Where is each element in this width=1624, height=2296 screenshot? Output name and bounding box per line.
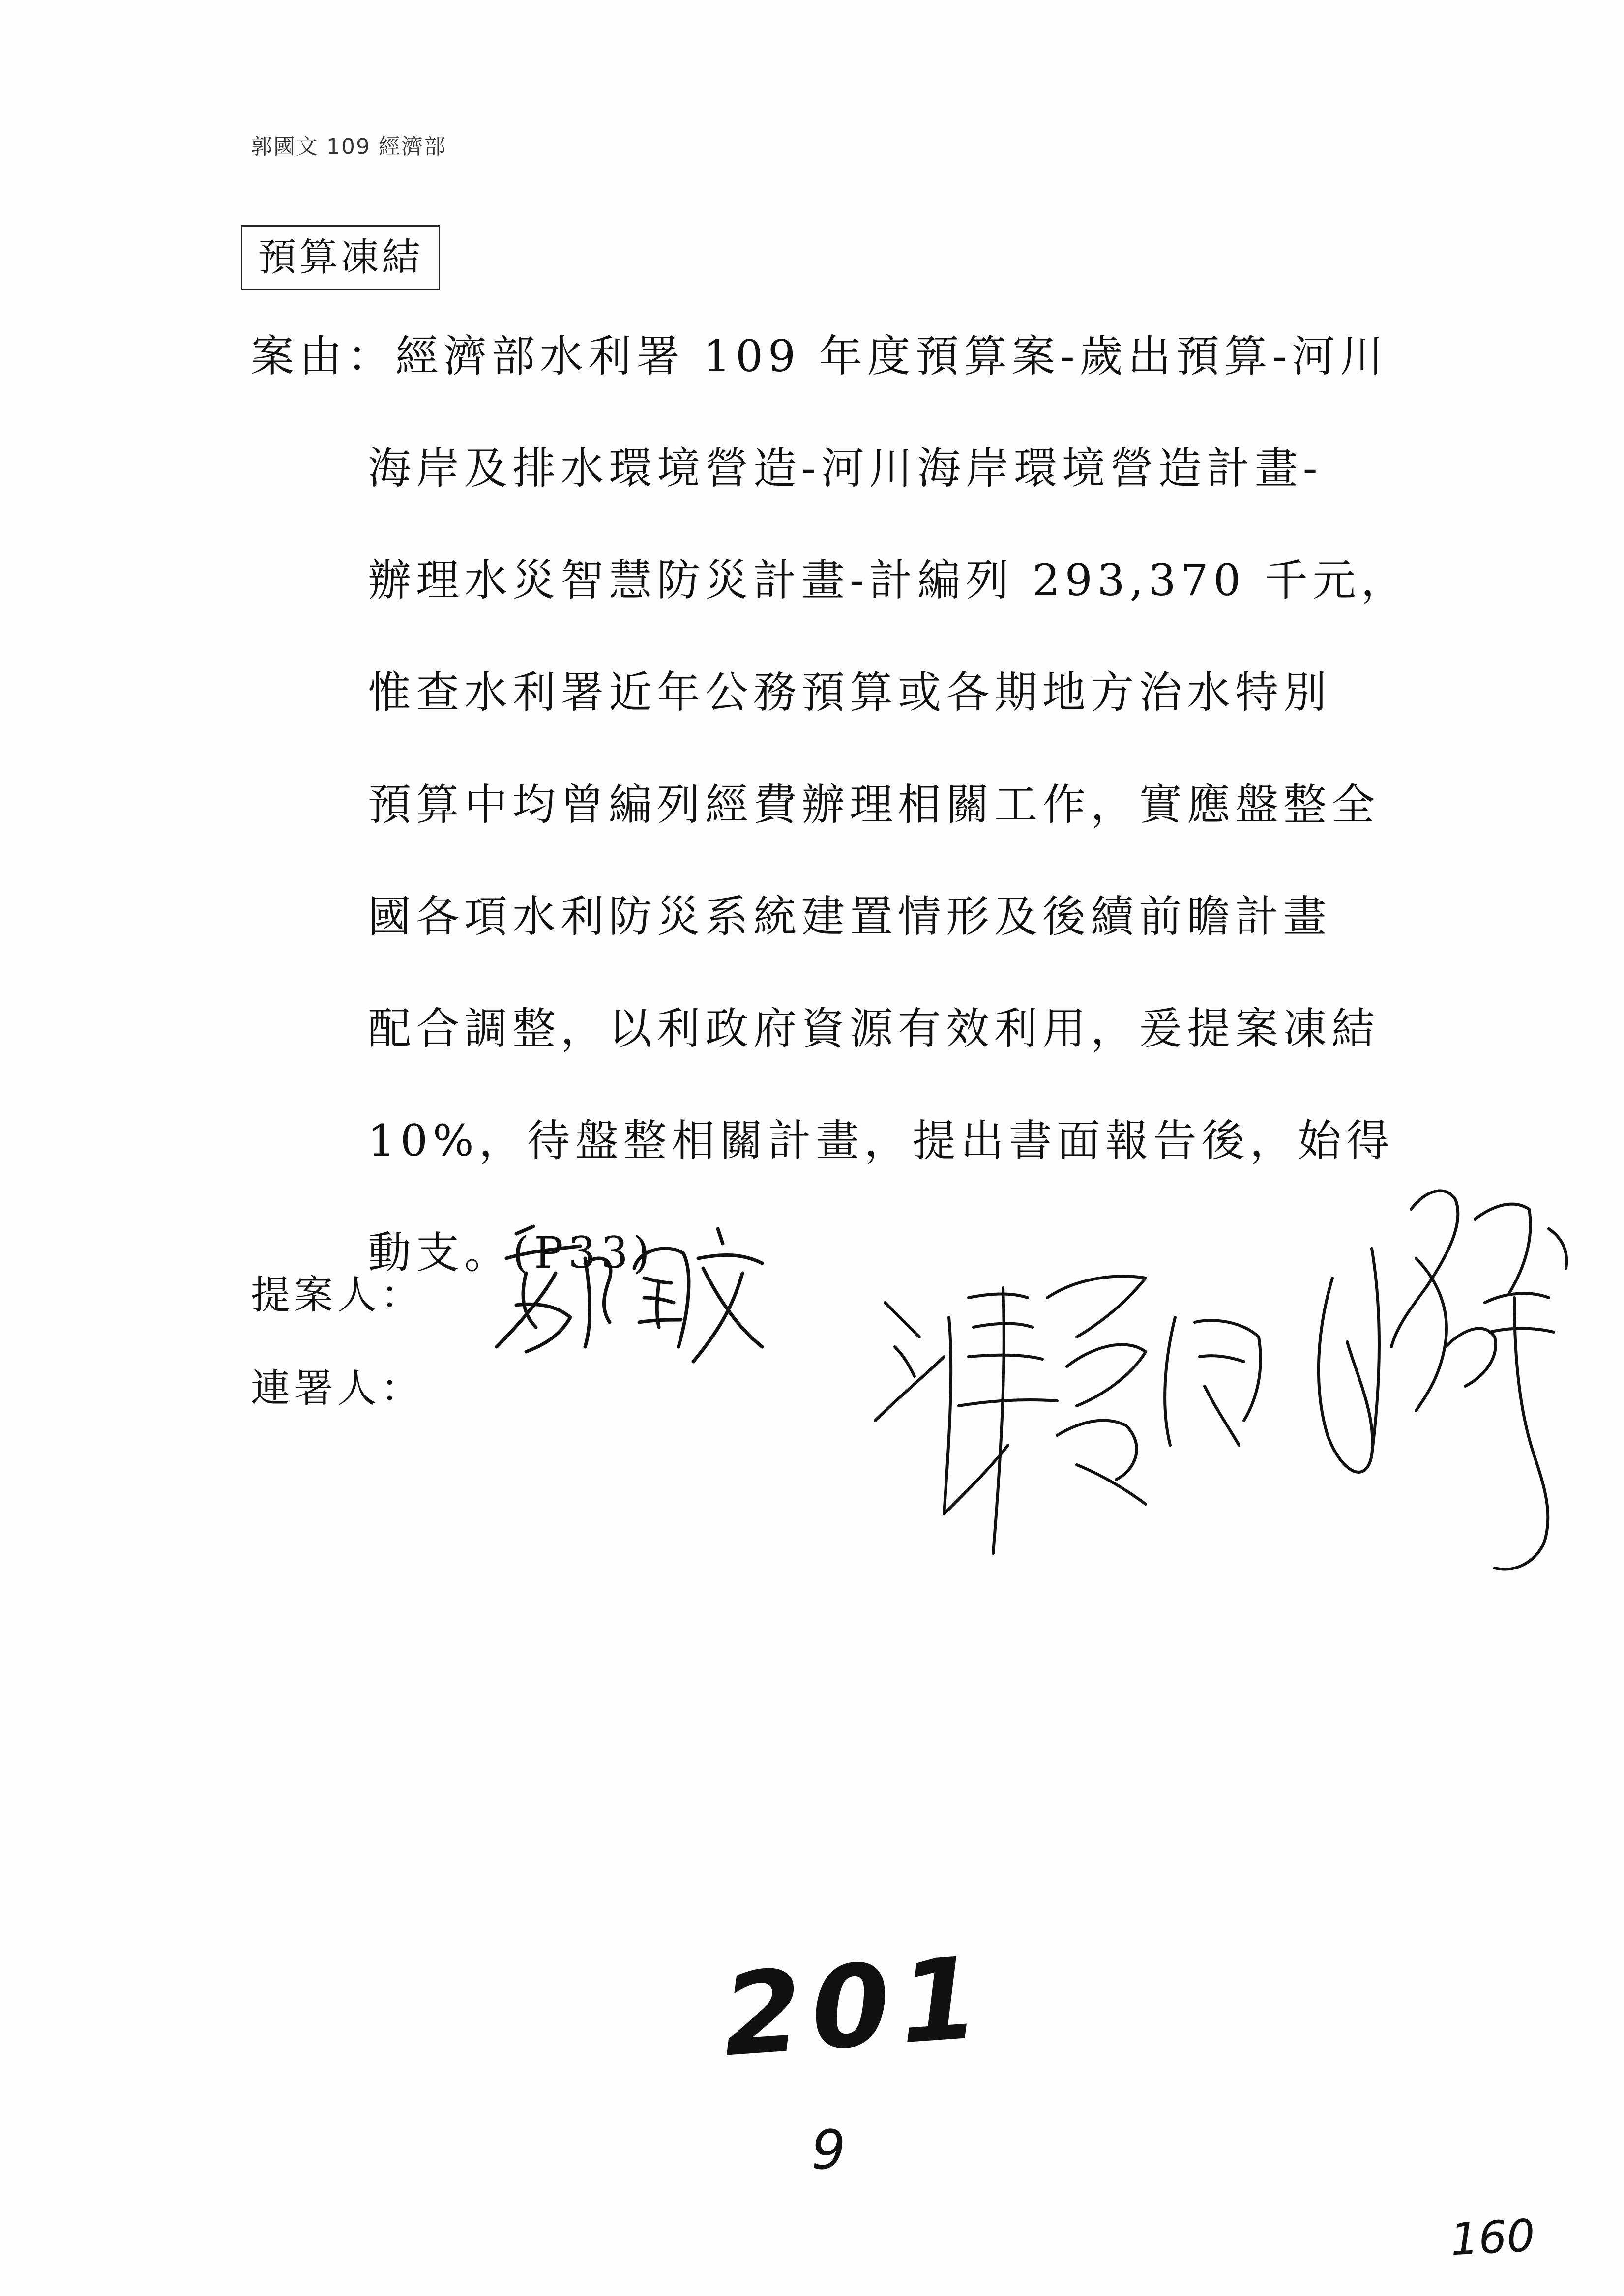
motion-line: 預算中均曾編列經費辦理相關工作，實應盤整全 bbox=[368, 779, 1380, 830]
cosigner-signature-1 bbox=[870, 1258, 1293, 1573]
motion-line: 海岸及排水環境營造-河川海岸環境營造計畫- bbox=[368, 443, 1323, 494]
handwritten-sheet-number: 160 bbox=[1449, 2209, 1536, 2266]
motion-line: 辦理水災智慧防災計畫-計編列 293,370 千元， bbox=[368, 555, 1409, 606]
proposer-signature bbox=[487, 1199, 792, 1406]
motion-line: 10%，待盤整相關計畫，提出書面報告後，始得 bbox=[368, 1115, 1394, 1166]
motion-line: 動支。(P33) bbox=[368, 1227, 655, 1278]
cosigner-label: 連署人： bbox=[251, 1366, 424, 1411]
document-header: 郭國文 109 經濟部 bbox=[251, 134, 446, 159]
motion-line: 國各項水利防災系統建置情形及後續前瞻計畫 bbox=[368, 891, 1332, 942]
motion-body bbox=[251, 315, 1409, 1323]
budget-freeze-tag: 預算凍結 bbox=[241, 225, 440, 290]
handwritten-case-number: 201 bbox=[718, 1932, 993, 2082]
handwritten-page-mark: 9 bbox=[811, 2119, 846, 2181]
motion-line: 案由：經濟部水利署 109 年度預算案-歲出預算-河川 bbox=[251, 331, 1388, 381]
proposer-label: 提案人： bbox=[251, 1272, 424, 1318]
motion-line: 配合調整，以利政府資源有效利用，爰提案凍結 bbox=[368, 1003, 1380, 1054]
cosigner-signature-2 bbox=[1298, 1180, 1593, 1583]
motion-line: 惟查水利署近年公務預算或各期地方治水特別 bbox=[368, 667, 1332, 718]
